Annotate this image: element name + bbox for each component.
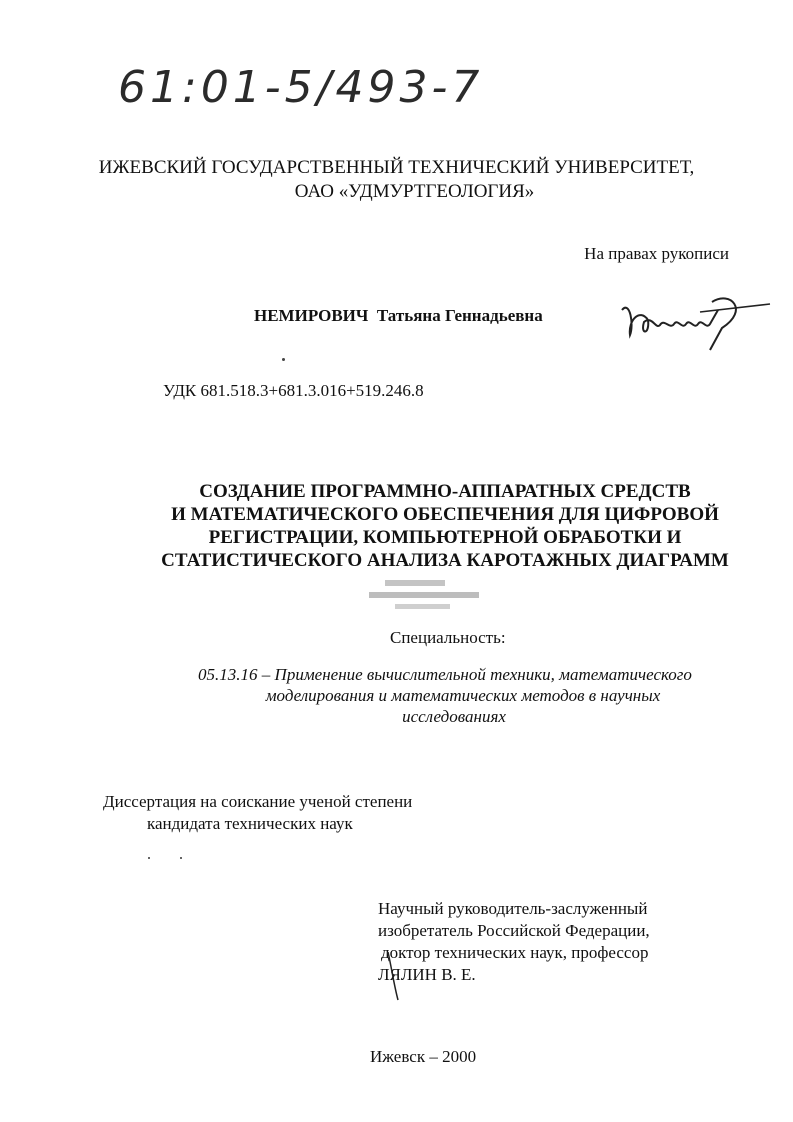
author-name xyxy=(254,306,543,326)
institution-line-2: ОАО «УДМУРТГЕОЛОГИЯ» xyxy=(294,181,535,202)
faded-library-stamp xyxy=(365,576,505,616)
dissertation-title-line-4: СТАТИСТИЧЕСКОГО АНАЛИЗА КАРОТАЖНЫХ ДИАГРАММ xyxy=(161,550,729,571)
author-signature xyxy=(600,280,780,360)
dissertation-title-line-2: И МАТЕМАТИЧЕСКОГО ОБЕСПЕЧЕНИЯ ДЛЯ ЦИФРОВОЙ xyxy=(171,504,719,525)
stray-dot-mark xyxy=(180,857,182,859)
advisor-line-2: изобретатель Российской Федерации, xyxy=(378,921,650,940)
institution-line-1: ИЖЕВСКИЙ ГОСУДАРСТВЕННЫЙ ТЕХНИЧЕСКИЙ УНИВЕРСИТЕТ, xyxy=(98,157,695,178)
dissertation-title-line-1: СОЗДАНИЕ ПРОГРАММНО-АППАРАТНЫХ СРЕДСТВ xyxy=(199,481,691,502)
degree-line-1: Диссертация на соискание ученой степени xyxy=(103,792,413,811)
specialty-line-2: моделирования и математических методов в научных xyxy=(265,686,661,705)
advisor-signature-mark xyxy=(380,950,420,1010)
author-given-names: Татьяна Геннадьевна xyxy=(376,306,543,325)
city-year: Ижевск – 2000 xyxy=(370,1047,477,1066)
author-surname: НЕМИРОВИЧ xyxy=(254,306,369,325)
stray-dot-mark xyxy=(148,857,150,859)
dissertation-title-line-3: РЕГИСТРАЦИИ, КОМПЬЮТЕРНОЙ ОБРАБОТКИ И xyxy=(208,527,682,548)
specialty-label: Специальность: xyxy=(390,628,506,647)
handwritten-catalog-number: 61:01-5/493-7 xyxy=(118,62,484,113)
advisor-line-1: Научный руководитель-заслуженный xyxy=(378,899,648,918)
advisor-line-3: доктор технических наук, профессор xyxy=(381,943,649,962)
stray-dot-mark xyxy=(282,358,285,361)
manuscript-rights-note: На правах рукописи xyxy=(584,244,729,263)
specialty-line-1: 05.13.16 – Применение вычислительной техники, математического xyxy=(198,665,692,684)
udk-code: УДК 681.518.3+681.3.016+519.246.8 xyxy=(163,381,424,400)
advisor-name: ЛЯЛИН В. Е. xyxy=(378,965,476,984)
degree-line-2: кандидата технических наук xyxy=(147,814,353,833)
specialty-line-3: исследованиях xyxy=(402,707,506,726)
